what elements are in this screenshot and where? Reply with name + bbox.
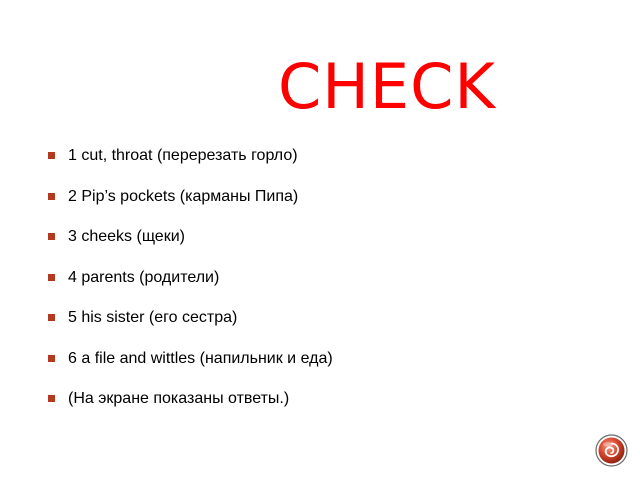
list-item xyxy=(48,187,333,207)
list-item-text: 6 a file and wittles (напильник и еда) xyxy=(68,349,333,367)
list-item xyxy=(48,389,333,409)
list-item xyxy=(48,349,333,369)
square-bullet-icon xyxy=(48,355,55,362)
square-bullet-icon xyxy=(48,193,55,200)
square-bullet-icon xyxy=(48,233,55,240)
list-item xyxy=(48,146,333,166)
list-item-text: 5 his sister (его сестра) xyxy=(68,309,238,326)
list-item-text: 2 Pip’s pockets (карманы Пипа) xyxy=(68,187,299,205)
list-item xyxy=(48,227,333,247)
list-item xyxy=(48,268,333,288)
bullet-list xyxy=(48,146,333,430)
square-bullet-icon xyxy=(48,152,55,159)
square-bullet-icon xyxy=(48,274,55,281)
list-item-text: 3 cheeks (щеки) xyxy=(68,228,185,245)
list-item-text: (На экране показаны ответы.) xyxy=(68,390,290,407)
list-item xyxy=(48,308,333,328)
square-bullet-icon xyxy=(48,395,55,402)
list-item-text: 4 parents (родители) xyxy=(68,268,220,286)
slide-title: CHECK xyxy=(278,50,497,123)
swirl-icon xyxy=(595,434,628,467)
list-item-text: 1 cut, throat (перерезать горло) xyxy=(68,147,298,164)
slide-nav-button[interactable] xyxy=(595,434,628,467)
square-bullet-icon xyxy=(48,314,55,321)
